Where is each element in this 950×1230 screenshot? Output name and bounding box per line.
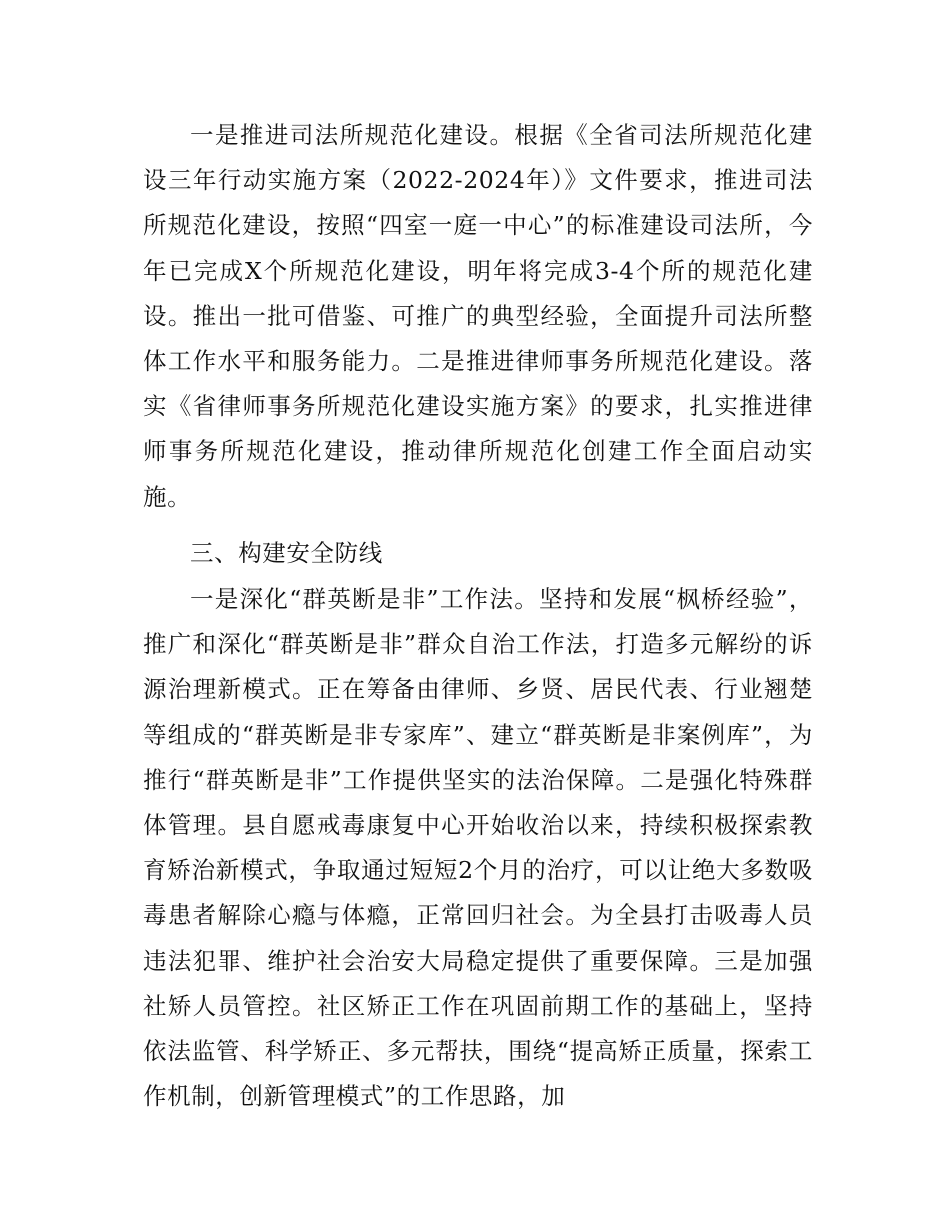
- document-page: [143, 113, 813, 1119]
- paragraph-normalization: 一是推进司法所规范化建设。根据《全省司法所规范化建设三年行动实施方案（2022-2024年）》文件要求，推进司法所规范化建设，按照“四室一庭一中心”的标准建设司法所，今年已完成X个所规范化建设，明年将完成3-4个所的规范化建设。推出一批可借鉴、可推广的典型经验，全面提升司法所整体工作水平和服务能力。二是推进律师事务所规范化建设。落实《省律师事务所规范化建设实施方案》的要求，扎实推进律师事务所规范化建设，推动律所规范化创建工作全面启动实施。: [143, 121, 813, 511]
- paragraph-security: 一是深化“群英断是非”工作法。坚持和发展“枫桥经验”，推广和深化“群英断是非”群众自治工作法，打造多元解纷的诉源治理新模式。正在筹备由律师、乡贤、居民代表、行业翘楚等组成的“群英断是非专家库”、建立“群英断是非案例库”，为推行“群英断是非”工作提供坚实的法治保障。二是强化特殊群体管理。县自愿戒毒康复中心开始收治以来，持续积极探索教育矫治新模式，争取通过短短2个月的治疗，可以让绝大多数吸毒患者解除心瘾与体瘾，正常回归社会。为全县打击吸毒人员违法犯罪、维护社会治安大局稳定提供了重要保障。三是加强社矫人员管控。社区矫正工作在巩固前期工作的基础上，坚持依法监管、科学矫正、多元帮扶，围绕“提高矫正质量，探索工作机制，创新管理模式”的工作思路，加: [143, 585, 813, 1111]
- section-heading: 三、构建安全防线: [190, 538, 383, 567]
